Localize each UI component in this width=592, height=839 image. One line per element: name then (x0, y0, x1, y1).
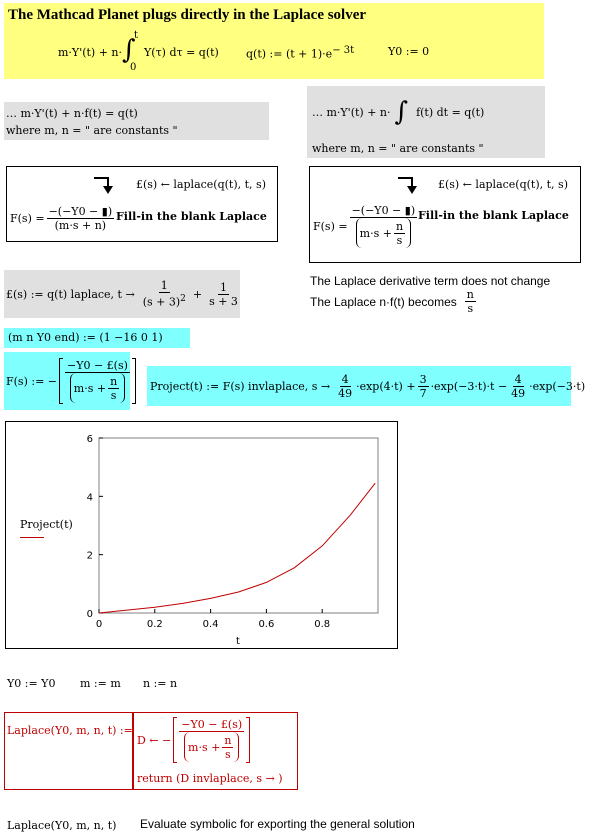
program-den-paren (184, 732, 239, 762)
term2-num: 1 (220, 280, 227, 294)
eq-integrand: Y(τ) dτ = q(t) (144, 45, 219, 59)
program-bar (132, 712, 134, 790)
footer-call[interactable]: Laplace(Y0, m, n, t) (7, 819, 117, 832)
F-def-fraction (65, 359, 130, 403)
laplace-term-1 (141, 279, 188, 309)
int-lower: 0 (130, 62, 137, 73)
F-def-bracket (59, 358, 136, 404)
y-tick-label: 6 (86, 434, 93, 445)
x-tick-label: 0.8 (314, 619, 331, 630)
params-def[interactable]: (m n Y0 end) := (1 −16 0 1) (8, 331, 163, 344)
arrow-down-icon (396, 174, 422, 196)
F-def-den-paren (70, 373, 125, 403)
term2-den: s + 3 (209, 294, 238, 308)
legend-line (20, 537, 44, 538)
q-expr: q(t) := (t + 1)·e (246, 47, 333, 61)
t2-tail: ·exp(−3·t)·t − (430, 379, 508, 393)
plus-sign: + (192, 287, 203, 301)
F-definition[interactable] (6, 354, 136, 408)
global-n[interactable]: n := n (143, 677, 178, 690)
right-F-den-paren (356, 218, 411, 248)
right-F-lhs: F(s) = (313, 219, 348, 233)
F-def-n-over-s (108, 375, 119, 402)
q-exp: − 3t (332, 45, 355, 56)
left-F-lhs: F(s) = (10, 212, 45, 225)
integral-equation[interactable] (58, 30, 219, 74)
t3-den: 49 (511, 386, 526, 400)
program-d-assign: D ← − (137, 733, 172, 747)
left-F-num: −(−Y0 − ▮) (48, 205, 113, 218)
laplace-result[interactable] (6, 272, 242, 316)
left-F-def (10, 205, 116, 232)
note-n: n (466, 288, 474, 301)
right-fill-label: Fill-in the blank Laplace (418, 209, 569, 222)
project-t3 (509, 373, 527, 400)
int-upper: t (134, 30, 139, 41)
n-over-s (394, 220, 405, 247)
x-tick-label: 0.2 (146, 619, 163, 630)
derivative-note-2 (310, 288, 478, 315)
F-def-lhs: F(s) := − (6, 374, 57, 388)
left-fill-label: Fill-in the blank Laplace (116, 210, 267, 223)
arrow-down-icon (92, 174, 118, 196)
legend-label: Project(t) (20, 518, 73, 531)
y-tick-label: 2 (86, 550, 93, 562)
program-s: s (225, 747, 231, 761)
x-axis-label: t (236, 636, 240, 647)
right-note-line1 (312, 97, 485, 127)
right-F-den (354, 218, 413, 248)
right-F-den-a: m·s + (359, 226, 392, 240)
den-s: s (396, 233, 403, 247)
project-t2 (418, 373, 429, 400)
left-laplace-assign: £(s) ← laplace(q(t), t, s) (136, 178, 266, 191)
laplace-result-lhs: £(s) := q(t) laplace, t → (6, 287, 135, 301)
F-def-s: s (110, 388, 117, 402)
program-return: return (D invlaplace, s → ) (137, 772, 283, 785)
q-definition[interactable] (246, 45, 354, 61)
den-n: n (395, 219, 404, 233)
global-y0[interactable]: Y0 := Y0 (7, 677, 56, 690)
program-fraction (179, 718, 244, 762)
program-den-a: m·s + (188, 740, 221, 754)
F-def-num: −Y0 − £(s) (67, 359, 128, 372)
t1-den: 49 (338, 386, 353, 400)
plot-area (99, 438, 378, 613)
program-num: −Y0 − £(s) (181, 718, 243, 731)
left-note-line1: … m·Y'(t) + n·f(t) = q(t) (6, 107, 138, 120)
right-laplace-assign: £(s) ← laplace(q(t), t, s) (438, 178, 568, 191)
x-tick-label: 0.4 (202, 619, 219, 630)
y-tick-label: 0 (86, 609, 93, 620)
footer-note: Evaluate symbolic for exporting the general solution (140, 817, 415, 831)
global-m[interactable]: m := m (80, 677, 121, 690)
note-s: s (467, 302, 474, 315)
program-lhs: Laplace(Y0, m, n, t) := (7, 724, 133, 737)
project-plot[interactable] (5, 421, 398, 649)
F-def-n: n (110, 374, 118, 388)
t1-num: 4 (341, 372, 349, 386)
project-lhs: Project(t) := F(s) invlaplace, s → (150, 379, 331, 393)
t3-tail: ·exp(−3·t) (529, 379, 586, 393)
x-tick-label: 0.6 (258, 619, 275, 630)
F-def-den (68, 373, 127, 403)
term1-den-base: (s + 3) (142, 295, 181, 309)
right-note-eq: … m·Y'(t) + n· (312, 105, 391, 119)
x-tick-label: 0 (95, 619, 103, 630)
t2-num: 3 (419, 372, 427, 386)
term1-den (141, 293, 188, 309)
right-note-eq-b: f(t) dt = q(t) (416, 105, 485, 119)
left-F-den: (m·s + n) (54, 219, 107, 232)
right-F-fraction (350, 204, 418, 248)
t2-den: 7 (419, 386, 427, 400)
laplace-term-2 (207, 281, 240, 308)
project-definition[interactable] (150, 368, 585, 404)
program-n-over-s (222, 734, 233, 761)
derivative-note-2-text: The Laplace n·f(t) becomes (310, 294, 457, 309)
n-over-s-note (465, 288, 476, 315)
eq-left: m·Y'(t) + n· (58, 45, 123, 59)
integral-sign-2: ∫ (394, 97, 409, 127)
t3-num: 4 (514, 372, 522, 386)
left-F-fraction (47, 205, 115, 232)
F-def-den-a: m·s + (73, 381, 107, 395)
right-F-def (313, 204, 419, 248)
program-den (182, 732, 241, 762)
y-tick-label: 4 (86, 492, 93, 504)
term1-den-exp: 2 (180, 294, 186, 305)
right-F-num: −(−Y0 − ▮) (351, 204, 416, 217)
derivative-note-1: The Laplace derivative term does not change (310, 274, 551, 288)
integral-sign: ∫ t 0 (122, 30, 139, 73)
y0-definition[interactable]: Y0 := 0 (388, 45, 430, 58)
program-bracket (173, 717, 250, 763)
program-d-line (137, 712, 250, 768)
t1-tail: ·exp(4·t) + (356, 379, 416, 393)
right-note-line2: where m, n = " are constants " (312, 142, 484, 155)
term1-num: 1 (160, 279, 168, 293)
left-note-line2: where m, n = " are constants " (6, 124, 178, 137)
program-n: n (224, 733, 232, 747)
project-t1 (336, 373, 354, 400)
page-title: The Mathcad Planet plugs directly in the Laplace solver (8, 7, 367, 23)
